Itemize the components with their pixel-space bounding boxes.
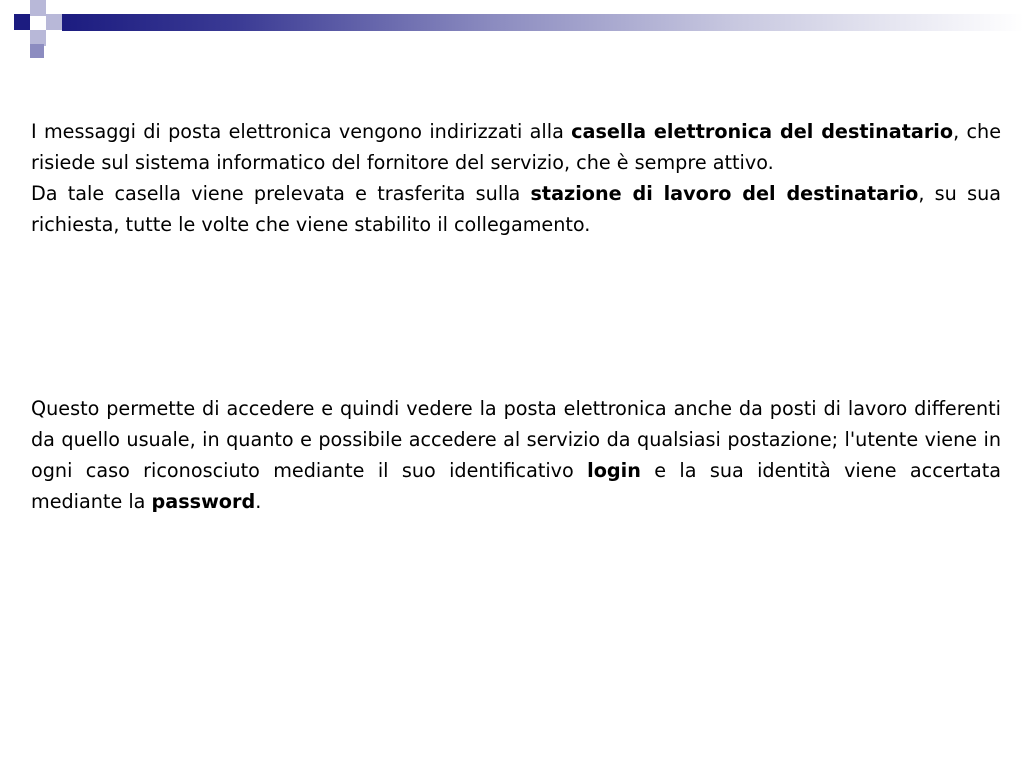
header-square-mid [30, 44, 44, 58]
bold-term-login: login [587, 459, 641, 482]
body-text-block-1 [31, 116, 1001, 240]
bold-term: casella elettronica del destinatario [571, 120, 954, 143]
header-square-navy [14, 14, 30, 30]
bold-term-password: password [151, 490, 256, 513]
paragraph-text: I messaggi di posta elettronica vengono indirizzati alla [31, 120, 572, 143]
body-text-block-2 [31, 393, 1001, 517]
header-gradient-band [62, 14, 1024, 31]
paragraph-text: , su sua richiesta, tutte le volte che viene stabilito il collegamento. [31, 182, 1001, 236]
header-square-light [30, 0, 46, 16]
paragraph-text: Questo permette di accedere e quindi vedere la posta elettronica anche da posti di lavoro differenti da quello usuale, in quanto e possibile accedere al servizio da qualsiasi postazione; l'utente viene in ogni caso riconosciuto mediante il suo identificativo [31, 397, 1001, 482]
bold-term: stazione di lavoro del destinatario [530, 182, 919, 205]
paragraph-text: , che risiede sul sistema informatico del fornitore del servizio, che è sempre attivo. [31, 120, 1001, 174]
paragraph-text: . [255, 490, 262, 513]
paragraph-mail-box [31, 116, 1001, 178]
header-square-light [46, 14, 62, 30]
paragraph-text: e la sua identità viene accertata mediante la [31, 459, 1001, 513]
paragraph-text: Da tale casella viene prelevata e trasferita sulla [31, 182, 531, 205]
paragraph-workstation [31, 178, 1001, 240]
paragraph-access [31, 393, 1001, 517]
